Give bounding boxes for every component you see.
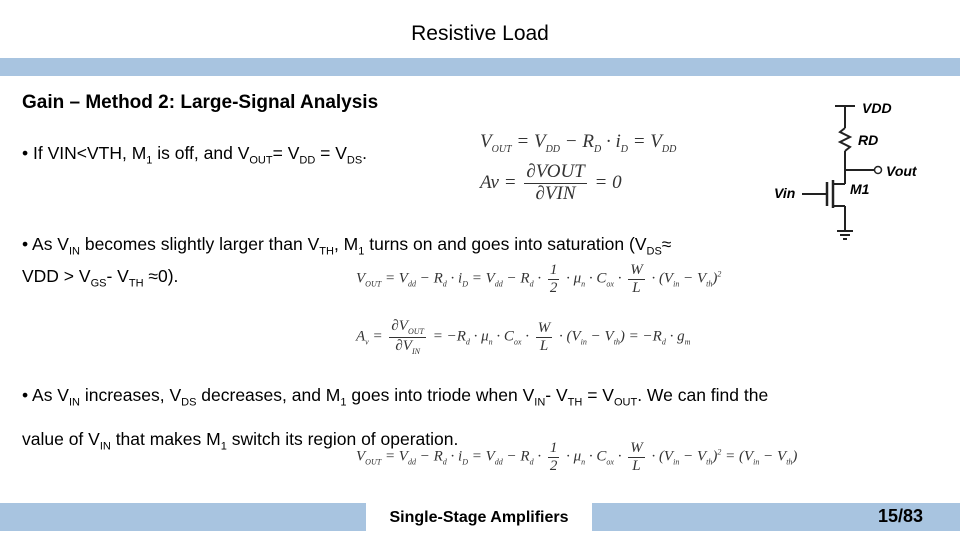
equation-vout-cutoff: $V_{OUT} = V_{DD} - R_D \cdot i_D = V_{DD}$ xyxy=(480,131,677,155)
eq2-denominator: ∂VIN xyxy=(535,182,576,204)
section-heading: Gain – Method 2: Large-Signal Analysis xyxy=(22,92,379,113)
equation-vout-saturation: $V_{OUT} = V_{dd} - R_d \cdot i_D = V_{dd} - R_d$ · $\frac{1}{2}$ · $\mu_n \cdot C_{ox}$ · $\frac{W}{L}$ · $(V_{in} - V_{th})^2$ xyxy=(356,262,722,296)
page-number: 15/83 xyxy=(878,506,924,526)
resistive-load-circuit xyxy=(770,96,930,246)
rd-label: RD xyxy=(858,132,879,148)
eq2-rhs: = 0 xyxy=(594,171,622,193)
vdd-label: VDD xyxy=(862,100,892,116)
bullet-1: • If VIN<VTH, $M_1$ is off, and $V_{OUT}= V_{DD} = V_{DS}$. xyxy=(22,143,368,167)
vout-label: Vout xyxy=(886,163,917,179)
eq2-lhs: Av = xyxy=(480,171,517,193)
m1-label: M1 xyxy=(850,181,870,197)
slide-title: Resistive Load xyxy=(411,22,549,45)
bullet-2: • As $V_{IN}$ becomes slightly larger than $V_{TH}$, $M_1$ turns on and goes into saturation ($V_{DS}\approx$ VDD > $V_{GS}-$ $V_{TH} \approx 0$). xyxy=(22,234,672,289)
footer-label: Single-Stage Amplifiers xyxy=(389,509,569,526)
equation-gain-saturation: $A_v$ = $\frac{\partial V_{OUT}}{\partial V_{IN}}$ = $-R_d \cdot \mu_n \cdot C_{ox}$ · $\frac{W}{L}$ · $(V_{in} - V_{th}) = -R_d \cdot g_m$ xyxy=(356,318,691,356)
equation-triode-boundary: $V_{OUT} = V_{dd} - R_d \cdot i_D = V_{dd} - R_d$ · $\frac{1}{2}$ · $\mu_n \cdot C_{ox}$ · $\frac{W}{L}$ · $(V_{in} - V_{th})^2 = (V_{in} - V_{th})$ xyxy=(356,440,798,474)
equation-gain-cutoff xyxy=(480,162,622,205)
vin-label: Vin xyxy=(774,185,796,201)
eq2-numerator: ∂VOUT xyxy=(526,161,585,182)
title-divider-band xyxy=(0,58,960,76)
bullet-3: • As $V_{IN}$ increases, $V_{DS}$ decreases, and $M_1$ goes into triode when $V_{IN}-$ $V_{TH} = V_{OUT}$. We can find the value of $V_{IN}$ that makes $M_1$ switch its region of operation. xyxy=(22,385,769,452)
